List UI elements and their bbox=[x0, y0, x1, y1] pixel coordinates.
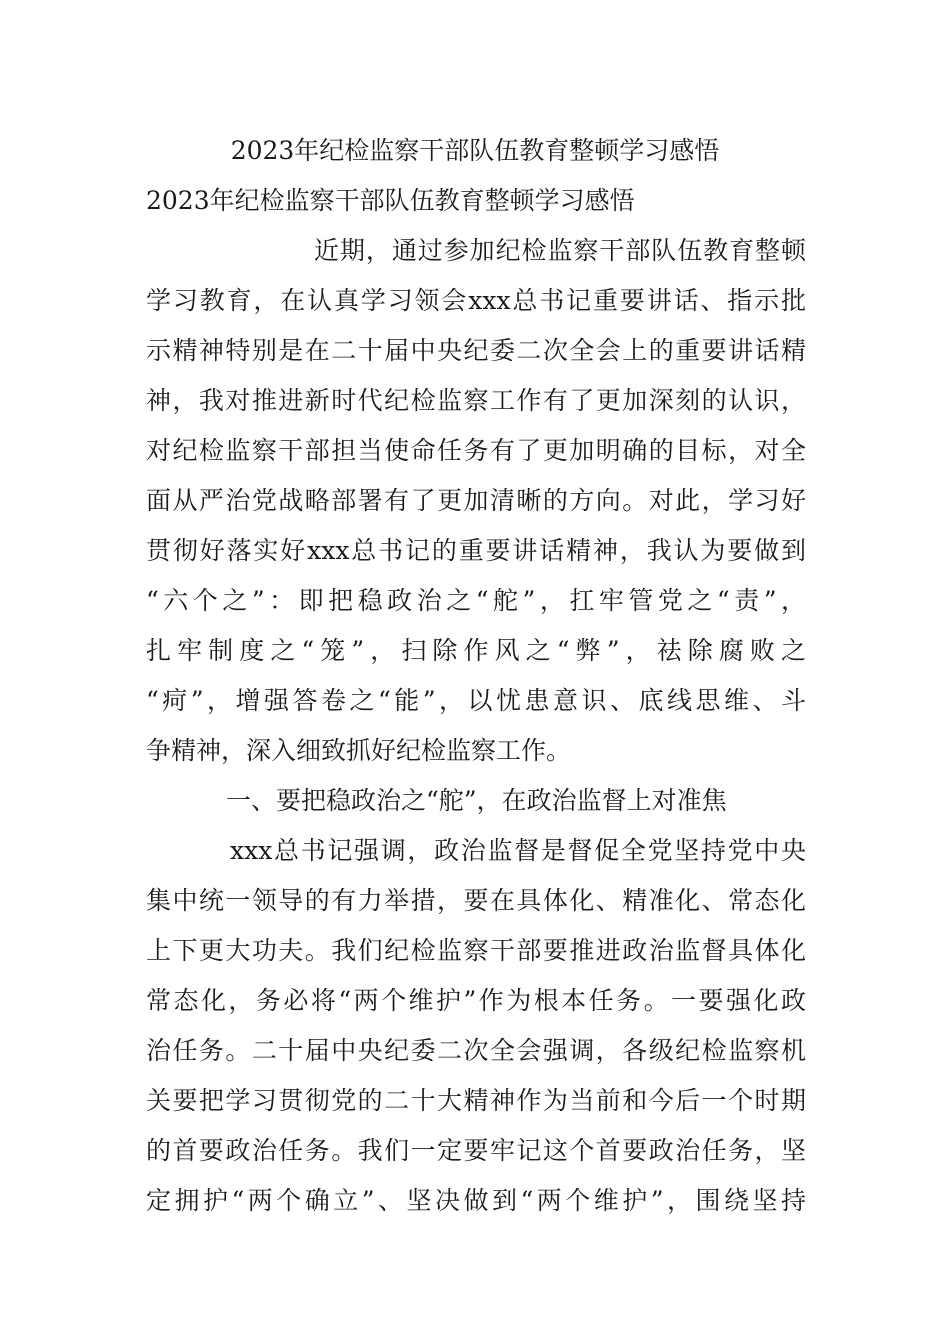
paragraph-line: 学习教育，在认真学习领会xxx总书记重要讲话、指示批 bbox=[146, 286, 806, 315]
paragraph-line: 争精神，深入细致抓好纪检监察工作。 bbox=[146, 736, 572, 765]
document-title-centered: 2023年纪检监察干部队伍教育整顿学习感悟 bbox=[230, 136, 720, 165]
paragraph-line: 面从严治党战略部署有了更加清晰的方向。对此，学习好 bbox=[146, 486, 806, 515]
paragraph-line: 关要把学习贯彻党的二十大精神作为当前和今后一个时期 bbox=[146, 1086, 806, 1115]
paragraph-line: 定拥护“两个确立”、坚决做到“两个维护”，围绕坚持 bbox=[146, 1186, 806, 1215]
paragraph-line: 贯彻好落实好xxx总书记的重要讲话精神，我认为要做到 bbox=[146, 536, 806, 565]
paragraph-line: 集中统一领导的有力举措，要在具体化、精准化、常态化 bbox=[146, 886, 806, 915]
document-title-left: 2023年纪检监察干部队伍教育整顿学习感悟 bbox=[146, 186, 635, 215]
section-heading: 一、要把稳政治之“舵”，在政治监督上对准焦 bbox=[226, 786, 727, 815]
paragraph-line: 近期，通过参加纪检监察干部队伍教育整顿 bbox=[314, 236, 806, 265]
paragraph-line: 对纪检监察干部担当使命任务有了更加明确的目标，对全 bbox=[146, 436, 806, 465]
paragraph-line: 常态化，务必将“两个维护”作为根本任务。一要强化政 bbox=[146, 986, 806, 1015]
paragraph-line: 治任务。二十届中央纪委二次全会强调，各级纪检监察机 bbox=[146, 1036, 806, 1065]
paragraph-line: 示精神特别是在二十届中央纪委二次全会上的重要讲话精 bbox=[146, 336, 806, 365]
paragraph-line: 神，我对推进新时代纪检监察工作有了更加深刻的认识， bbox=[146, 386, 806, 415]
paragraph-line: xxx总书记强调，政治监督是督促全党坚持党中央 bbox=[230, 836, 806, 865]
paragraph-line: “六个之”：即把稳政治之“舵”，扛牢管党之“责”， bbox=[146, 586, 806, 615]
paragraph-line: 扎牢制度之“笼”，扫除作风之“弊”，祛除腐败之 bbox=[146, 636, 806, 665]
paragraph-line: “疴”，增强答卷之“能”，以忧患意识、底线思维、斗 bbox=[146, 686, 806, 715]
paragraph-line: 的首要政治任务。我们一定要牢记这个首要政治任务，坚 bbox=[146, 1136, 806, 1165]
paragraph-line: 上下更大功夫。我们纪检监察干部要推进政治监督具体化 bbox=[146, 936, 806, 965]
